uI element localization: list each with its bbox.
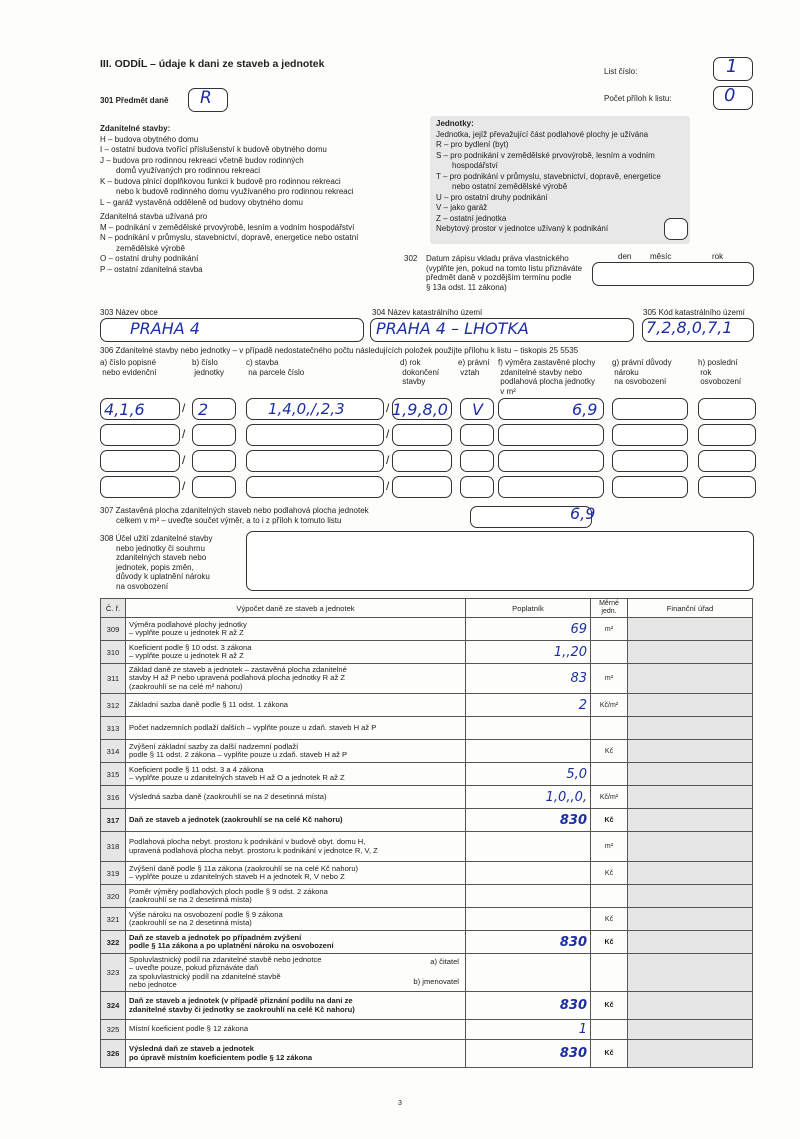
financni-urad-cell bbox=[628, 809, 753, 832]
poplatnik-value[interactable] bbox=[466, 717, 591, 740]
poplatnik-value[interactable]: 830 bbox=[466, 1040, 591, 1068]
financni-urad-cell bbox=[628, 740, 753, 763]
table-row bbox=[101, 717, 753, 740]
row-number: 324 bbox=[101, 992, 126, 1020]
r301-value: R bbox=[200, 88, 212, 108]
r306-row1-field-g[interactable] bbox=[612, 398, 688, 420]
legend-item: nebo k budově rodinného domu využívaného pro rodinnou rekreaci bbox=[116, 187, 354, 196]
r302-line: (vyplňte jen, pokud na tomto listu přiznáváte bbox=[426, 263, 583, 273]
r302-line: Datum zápisu vkladu práva vlastnického bbox=[426, 254, 569, 263]
r302-label: 302 bbox=[404, 254, 418, 263]
row-description: Podlahová plocha nebyt. prostoru k podnikání v budově obyt. domu H, upravená podlahová plocha nebyt. prostoru k podnikání v jednotce R, V, Z bbox=[126, 832, 466, 862]
r306-row1-f: 6,9 bbox=[572, 400, 598, 419]
row-description: Výsledná daň ze staveb a jednotek po úpravě místním koeficientem podle § 12 zákona bbox=[126, 1040, 466, 1068]
legend-item: I – ostatní budova tvořící příslušenství k budově obytného domu bbox=[100, 145, 327, 154]
jednotky-legend bbox=[430, 116, 690, 244]
poplatnik-value[interactable] bbox=[466, 908, 591, 931]
r306-row4-field-a[interactable] bbox=[100, 476, 180, 498]
table-row bbox=[101, 885, 753, 908]
legend-item: hospodářství bbox=[452, 161, 498, 170]
slash-separator: / bbox=[182, 479, 186, 493]
row-description: Daň ze staveb a jednotek po případném zvýšení podle § 11a zákona a po uplatnění nároku na osvobození bbox=[126, 931, 466, 954]
r306-row1-e: V bbox=[472, 400, 483, 419]
row-number: 311 bbox=[101, 664, 126, 694]
table-row bbox=[101, 832, 753, 862]
row-number: 314 bbox=[101, 740, 126, 763]
row-description: Základní sazba daně podle § 11 odst. 1 zákona bbox=[126, 694, 466, 717]
citatel-label: a) čitatel bbox=[430, 957, 459, 966]
row-number: 310 bbox=[101, 641, 126, 664]
row-number: 321 bbox=[101, 908, 126, 931]
col-header-num: Č. ř. bbox=[101, 599, 126, 618]
financni-urad-cell bbox=[628, 763, 753, 786]
unit: Kč bbox=[591, 862, 628, 885]
r308-line: nebo jednotky či souhrnu bbox=[116, 543, 205, 553]
r302-rok-label: rok bbox=[712, 252, 724, 261]
row-description: Daň ze staveb a jednotek (v případě přiznání podílu na dani ze zdanitelné stavby či jednotky se zaokrouhlí na celé Kč nahoru) bbox=[126, 992, 466, 1020]
row-description: Koeficient podle § 10 odst. 3 zákona – vyplňte pouze u jednotek R až Z bbox=[126, 641, 466, 664]
legend-item: nebo ostatní zemědělské výrobě bbox=[452, 182, 568, 191]
slash-separator: / bbox=[386, 401, 390, 415]
row-description: Výsledná sazba daně (zaokrouhlí se na 2 desetinná místa) bbox=[126, 786, 466, 809]
r306-row2-field-c[interactable] bbox=[246, 424, 384, 446]
legend-item: R – pro bydlení (byt) bbox=[436, 140, 509, 149]
table-row bbox=[101, 862, 753, 885]
poplatnik-value[interactable] bbox=[466, 832, 591, 862]
col-header-unit: Měrné jedn. bbox=[591, 599, 628, 618]
r308-line: důvody k uplatnění nároku bbox=[116, 572, 210, 581]
r306-row3-field-b[interactable] bbox=[192, 450, 236, 472]
financni-urad-cell bbox=[628, 885, 753, 908]
r306-row1-a: 4,1,6 bbox=[104, 400, 145, 419]
r306-row1-field-h[interactable] bbox=[698, 398, 756, 420]
r307-value: 6,9 bbox=[570, 504, 596, 523]
table-row bbox=[101, 931, 753, 954]
unit: Kč bbox=[591, 809, 628, 832]
row-number: 316 bbox=[101, 786, 126, 809]
section-title: III. ODDÍL – údaje k dani ze staveb a jednotek bbox=[100, 58, 325, 70]
legend-item: O – ostatní druhy podnikání bbox=[100, 254, 199, 263]
slash-separator: / bbox=[182, 427, 186, 441]
table-row bbox=[101, 1020, 753, 1040]
legend-item: S – pro podnikání v zemědělské prvovýrobě, lesním a vodním bbox=[436, 150, 655, 160]
row-description: Počet nadzemních podlaží dalších – vyplňte pouze u zdaň. staveb H až P bbox=[126, 717, 466, 740]
r306-row3-field-e[interactable] bbox=[460, 450, 494, 472]
r306-row2-field-b[interactable] bbox=[192, 424, 236, 446]
r302-line: předmět daně v pozdějším termínu podle bbox=[426, 273, 572, 282]
row-number: 318 bbox=[101, 832, 126, 862]
r306-row4-field-b[interactable] bbox=[192, 476, 236, 498]
financni-urad-cell bbox=[628, 786, 753, 809]
nebytovy-prostor-checkbox[interactable] bbox=[664, 218, 688, 240]
table-row bbox=[101, 954, 753, 992]
financni-urad-cell bbox=[628, 862, 753, 885]
poplatnik-value[interactable]: 1 bbox=[466, 1020, 591, 1040]
legend-item: T – pro podnikání v průmyslu, stavebnictví, dopravě, energetice bbox=[436, 171, 661, 181]
poplatnik-value[interactable] bbox=[466, 740, 591, 763]
legend-item: K – budova plnící doplňkovou funkci k budově pro rodinnou rekreaci bbox=[100, 176, 341, 186]
row-description: Poměr výměry podlahových ploch podle § 9 odst. 2 zákona (zaokrouhlí se na 2 desetinná místa) bbox=[126, 885, 466, 908]
table-row bbox=[101, 992, 753, 1020]
r306-row2-field-h[interactable] bbox=[698, 424, 756, 446]
zdanitelne-stavby-legend bbox=[100, 124, 430, 275]
list-cislo-value: 1 bbox=[726, 56, 738, 77]
slash-separator: / bbox=[386, 453, 390, 467]
r306-label: 306 Zdanitelné stavby nebo jednotky – v případě nedostatečného počtu následujících položek použijte přílohu k listu – tiskopis 25 5535 bbox=[100, 346, 579, 355]
col-header-poplatnik: Poplatník bbox=[466, 599, 591, 618]
r306-row3-field-c[interactable] bbox=[246, 450, 384, 472]
page-number: 3 bbox=[398, 1100, 402, 1107]
table-row bbox=[101, 908, 753, 931]
legend-item: domů využívaných pro rodinnou rekreaci bbox=[116, 166, 261, 175]
unit: Kč bbox=[591, 740, 628, 763]
unit: m² bbox=[591, 664, 628, 694]
row-number: 317 bbox=[101, 809, 126, 832]
financni-urad-cell bbox=[628, 717, 753, 740]
col-header-desc: Výpočet daně ze staveb a jednotek bbox=[126, 599, 466, 618]
r302-date-field[interactable] bbox=[592, 262, 754, 286]
slash-separator: / bbox=[182, 401, 186, 415]
r306-row2-field-a[interactable] bbox=[100, 424, 180, 446]
r306-row4-field-g[interactable] bbox=[612, 476, 688, 498]
unit: Kč bbox=[591, 931, 628, 954]
legend-item: Z – ostatní jednotka bbox=[436, 213, 507, 223]
table-row bbox=[101, 809, 753, 832]
table-row bbox=[101, 1040, 753, 1068]
col-header-fu: Finanční úřad bbox=[628, 599, 753, 618]
legend-item: V – jako garáž bbox=[436, 203, 488, 212]
pocet-priloh-label: Počet příloh k listu: bbox=[604, 94, 672, 103]
r306-row3-field-a[interactable] bbox=[100, 450, 180, 472]
r306-row3-field-f[interactable] bbox=[498, 450, 604, 472]
legend-item: Jednotka, jejíž převažující část podlahové plochy je užívána bbox=[436, 129, 649, 139]
row-number: 323 bbox=[101, 954, 126, 992]
financni-urad-cell bbox=[628, 641, 753, 664]
r306-row4-field-f[interactable] bbox=[498, 476, 604, 498]
pocet-priloh-value: 0 bbox=[724, 85, 736, 106]
slash-separator: / bbox=[182, 453, 186, 467]
row-description: Místní koeficient podle § 12 zákona bbox=[126, 1020, 466, 1040]
unit: m² bbox=[591, 832, 628, 862]
table-row bbox=[101, 786, 753, 809]
jednotky-title: Jednotky: bbox=[436, 119, 474, 128]
row-description: Zvýšení základní sazby za další nadzemní podlaží podle § 11 odst. 2 zákona – vyplňte pouze u zdaň. staveb H až P bbox=[126, 740, 466, 763]
row-description: Zvýšení daně podle § 11a zákona (zaokrouhlí se na celé Kč nahoru) – vyplňte pouze u zdanitelných staveb H a jednotek R, V nebo Z bbox=[126, 862, 466, 885]
legend-item: zemědělské výrobě bbox=[116, 243, 185, 253]
r306-row2-field-g[interactable] bbox=[612, 424, 688, 446]
table-row bbox=[101, 618, 753, 641]
unit: Kč bbox=[591, 1040, 628, 1068]
r306-row2-field-e[interactable] bbox=[460, 424, 494, 446]
r307-line: 307 Zastavěná plocha zdanitelných staveb nebo podlahová plocha jednotek bbox=[100, 506, 369, 515]
slash-separator: / bbox=[386, 427, 390, 441]
unit bbox=[591, 763, 628, 786]
tax-calculation-table bbox=[100, 598, 753, 1068]
financni-urad-cell bbox=[628, 908, 753, 931]
r306-row1-d: 1,9,8,0 bbox=[392, 400, 448, 419]
r302-den-label: den bbox=[618, 252, 632, 261]
financni-urad-cell bbox=[628, 931, 753, 954]
r303-label: 303 Název obce bbox=[100, 308, 158, 317]
row-number: 319 bbox=[101, 862, 126, 885]
poplatnik-value[interactable]: 830 bbox=[466, 992, 591, 1020]
legend-item: P – ostatní zdanitelná stavba bbox=[100, 264, 203, 274]
legend-item: M – podnikání v zemědělské prvovýrobě, lesním a vodním hospodářství bbox=[100, 222, 355, 232]
r306-row3-field-h[interactable] bbox=[698, 450, 756, 472]
row-description: Základ daně ze staveb a jednotek – zastavěná plocha zdanitelné stavby H až P nebo upravená podlahová plocha jednotky R až Z (zaokrouhlí se na celé m² nahoru) bbox=[126, 664, 466, 694]
legend-item: J – budova pro rodinnou rekreaci včetně budov rodinných bbox=[100, 155, 304, 165]
poplatnik-value[interactable]: 830 bbox=[466, 809, 591, 832]
r306-col-e: e) právní vztah bbox=[458, 358, 490, 377]
financni-urad-cell bbox=[628, 694, 753, 717]
r304-value: PRAHA 4 – LHOTKA bbox=[376, 319, 529, 338]
r306-row3-field-g[interactable] bbox=[612, 450, 688, 472]
r306-col-c: c) stavba na parcele číslo bbox=[246, 358, 305, 377]
financni-urad-cell bbox=[628, 1040, 753, 1068]
row-description: Výše nároku na osvobození podle § 9 zákona (zaokrouhlí se na 2 desetinná místa) bbox=[126, 908, 466, 931]
unit bbox=[591, 1020, 628, 1040]
poplatnik-value[interactable]: 1,,20 bbox=[466, 641, 591, 664]
poplatnik-value[interactable] bbox=[466, 885, 591, 908]
poplatnik-value[interactable]: 69 bbox=[466, 618, 591, 641]
r302-line: § 13a odst. 11 zákona) bbox=[426, 282, 507, 292]
r306-row1-c: 1,4,0,/,2,3 bbox=[268, 400, 345, 418]
table-row bbox=[101, 641, 753, 664]
legend-item: L – garáž vystavěná odděleně od budovy obytného domu bbox=[100, 197, 303, 207]
poplatnik-value[interactable]: 2 bbox=[466, 694, 591, 717]
financni-urad-cell bbox=[628, 1020, 753, 1040]
zdanitelne-title2: Zdanitelná stavba užívaná pro bbox=[100, 212, 208, 221]
r302-text bbox=[426, 254, 582, 292]
r305-value: 7,2,8,0,7,1 bbox=[646, 318, 733, 337]
table-row bbox=[101, 664, 753, 694]
unit: Kč/m² bbox=[591, 786, 628, 809]
r306-col-b: b) číslo jednotky bbox=[192, 358, 225, 377]
unit bbox=[591, 641, 628, 664]
financni-urad-cell bbox=[628, 954, 753, 992]
jmenovatel-label: b) jmenovatel bbox=[413, 977, 459, 986]
table-row bbox=[101, 740, 753, 763]
poplatnik-value[interactable]: 1,0,,0, bbox=[466, 786, 591, 809]
r306-col-h: h) poslední rok osvobození bbox=[698, 358, 742, 386]
r302-mesic-label: měsíc bbox=[650, 252, 672, 261]
r308-line: zdanitelných staveb nebo bbox=[116, 553, 207, 562]
row-number: 320 bbox=[101, 885, 126, 908]
financni-urad-cell bbox=[628, 992, 753, 1020]
r306-row2-field-f[interactable] bbox=[498, 424, 604, 446]
row-number: 313 bbox=[101, 717, 126, 740]
row-description: Koeficient podle § 11 odst. 3 a 4 zákona – vyplňte pouze u zdanitelných staveb H až O a jednotek R až Z bbox=[126, 763, 466, 786]
row-description bbox=[126, 954, 466, 992]
unit bbox=[591, 954, 628, 992]
unit: m² bbox=[591, 618, 628, 641]
unit bbox=[591, 717, 628, 740]
row-description: Daň ze staveb a jednotek (zaokrouhlí se na celé Kč nahoru) bbox=[126, 809, 466, 832]
r307-text bbox=[100, 506, 369, 525]
unit bbox=[591, 885, 628, 908]
row-description-text: Spoluvlastnický podíl na zdanitelné stavbě nebo jednotce – uveďte pouze, pokud přiznáváte daň za spoluvlastnický podíl na zdanitelné stavbě nebo jednotce bbox=[129, 954, 322, 989]
poplatnik-value[interactable]: 5,0 bbox=[466, 763, 591, 786]
r303-value: PRAHA 4 bbox=[130, 319, 200, 338]
legend-item: N – podnikání v průmyslu, stavebnictví, dopravě, energetice nebo ostatní bbox=[100, 233, 359, 242]
r306-row4-field-d[interactable] bbox=[392, 476, 452, 498]
legend-item: U – pro ostatní druhy podnikání bbox=[436, 192, 548, 202]
unit: Kč bbox=[591, 992, 628, 1020]
r306-row1-b: 2 bbox=[198, 400, 209, 419]
row-number: 326 bbox=[101, 1040, 126, 1068]
r306-row4-field-h[interactable] bbox=[698, 476, 756, 498]
r308-line: jednotek, popis změn, bbox=[116, 562, 194, 572]
row-number: 315 bbox=[101, 763, 126, 786]
r301-label: 301 Předmět daně bbox=[100, 96, 169, 105]
poplatnik-value[interactable]: 830 bbox=[466, 931, 591, 954]
r306-col-f: f) výměra zastavěné plochy zdanitelné stavby nebo podlahová plocha jednotky v m² bbox=[498, 358, 596, 396]
r306-row4-field-c[interactable] bbox=[246, 476, 384, 498]
r308-line: 308 Účel užití zdanitelné stavby bbox=[100, 534, 213, 543]
r307-line: celkem v m² – uveďte součet výměr, a to i z příloh k tomuto listu bbox=[116, 515, 342, 525]
r306-col-a: a) číslo popisné nebo evidenční bbox=[100, 358, 157, 377]
slash-separator: / bbox=[386, 479, 390, 493]
r308-line: na osvobození bbox=[116, 581, 169, 591]
r305-label: 305 Kód katastrálního území bbox=[643, 308, 745, 317]
financni-urad-cell bbox=[628, 832, 753, 862]
legend-item: Nebytový prostor v jednotce užívaný k podnikání bbox=[436, 224, 609, 233]
row-number: 325 bbox=[101, 1020, 126, 1040]
poplatnik-value[interactable]: 83 bbox=[466, 664, 591, 694]
r306-row4-field-e[interactable] bbox=[460, 476, 494, 498]
financni-urad-cell bbox=[628, 664, 753, 694]
r306-col-g: g) právní důvody nároku na osvobození bbox=[612, 358, 672, 386]
table-row bbox=[101, 694, 753, 717]
row-description: Výměra podlahové plochy jednotky – vyplňte pouze u jednotek R až Z bbox=[126, 618, 466, 641]
unit: Kč bbox=[591, 908, 628, 931]
poplatnik-value[interactable] bbox=[466, 954, 591, 992]
r306-row3-field-d[interactable] bbox=[392, 450, 452, 472]
legend-item: H – budova obytného domu bbox=[100, 134, 199, 144]
r304-label: 304 Název katastrálního území bbox=[372, 308, 483, 317]
row-number: 312 bbox=[101, 694, 126, 717]
r308-text bbox=[100, 534, 213, 591]
poplatnik-value[interactable] bbox=[466, 862, 591, 885]
financni-urad-cell bbox=[628, 618, 753, 641]
table-row bbox=[101, 763, 753, 786]
unit: Kč/m² bbox=[591, 694, 628, 717]
r306-col-d: d) rok dokončení stavby bbox=[400, 358, 440, 386]
r308-textarea[interactable] bbox=[246, 531, 754, 591]
row-number: 322 bbox=[101, 931, 126, 954]
row-number: 309 bbox=[101, 618, 126, 641]
list-cislo-label: List číslo: bbox=[604, 67, 638, 76]
r306-row2-field-d[interactable] bbox=[392, 424, 452, 446]
zdanitelne-title: Zdanitelné stavby: bbox=[100, 124, 171, 133]
